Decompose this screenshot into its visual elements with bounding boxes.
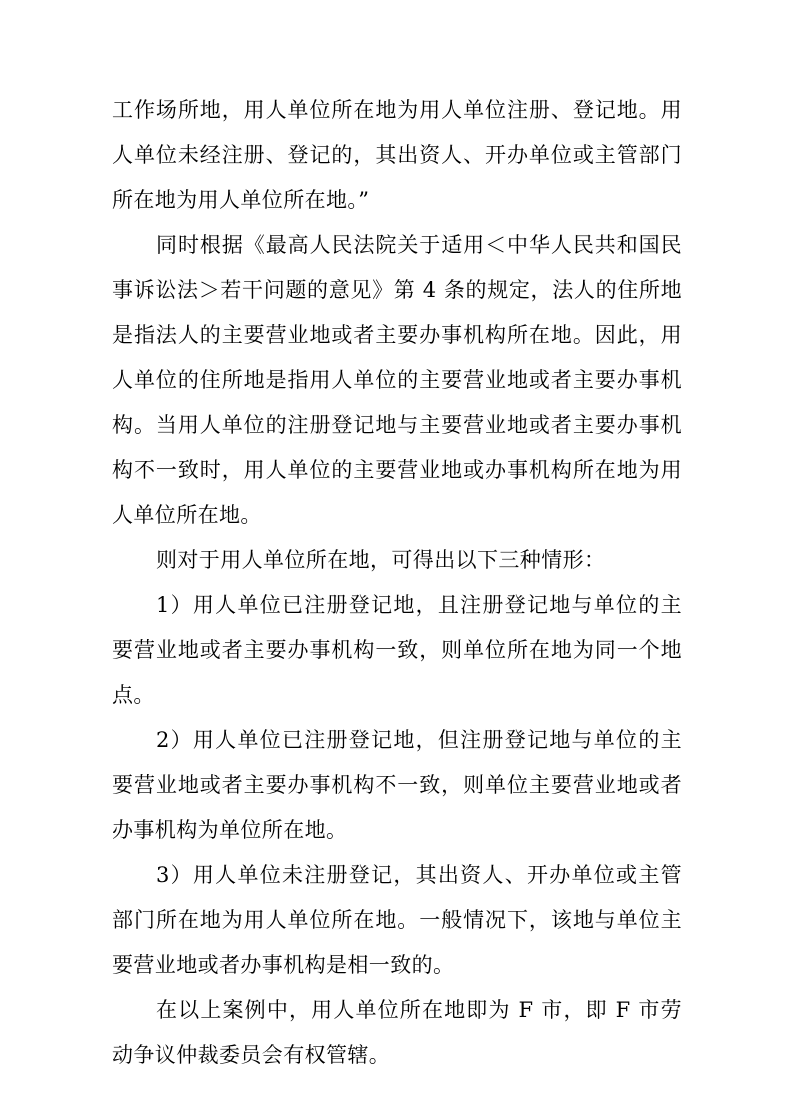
document-body bbox=[112, 88, 682, 1078]
paragraph: 同时根据《最高人民法院关于适用＜中华人民共和国民事诉讼法＞若干问题的意见》第 4 条的规定，法人的住所地是指法人的主要营业地或者主要办事机构所在地。因此，用人单位的住所地是指用人单位的主要营业地或者主要办事机构。当用人单位的注册登记地与主要营业地或者主要办事机构不一致时，用人单位的主要营业地或办事机构所在地为用人单位所在地。 bbox=[112, 233, 682, 527]
paragraph: 2）用人单位已注册登记地，但注册登记地与单位的主要营业地或者主要办事机构不一致，则单位主要营业地或者办事机构为单位所在地。 bbox=[112, 728, 682, 842]
paragraph: 1）用人单位已注册登记地，且注册登记地与单位的主要营业地或者主要办事机构一致，则单位所在地为同一个地点。 bbox=[112, 593, 682, 707]
paragraph: 则对于用人单位所在地，可得出以下三种情形： bbox=[156, 548, 606, 572]
paragraph: 3）用人单位未注册登记，其出资人、开办单位或主管部门所在地为用人单位所在地。一般情况下，该地与单位主要营业地或者办事机构是相一致的。 bbox=[112, 863, 682, 977]
paragraph: 在以上案例中，用人单位所在地即为 F 市，即 F 市劳动争议仲裁委员会有权管辖。 bbox=[112, 998, 682, 1067]
paragraph: 工作场所地，用人单位所在地为用人单位注册、登记地。用人单位未经注册、登记的，其出资人、开办单位或主管部门所在地为用人单位所在地。” bbox=[112, 98, 682, 212]
